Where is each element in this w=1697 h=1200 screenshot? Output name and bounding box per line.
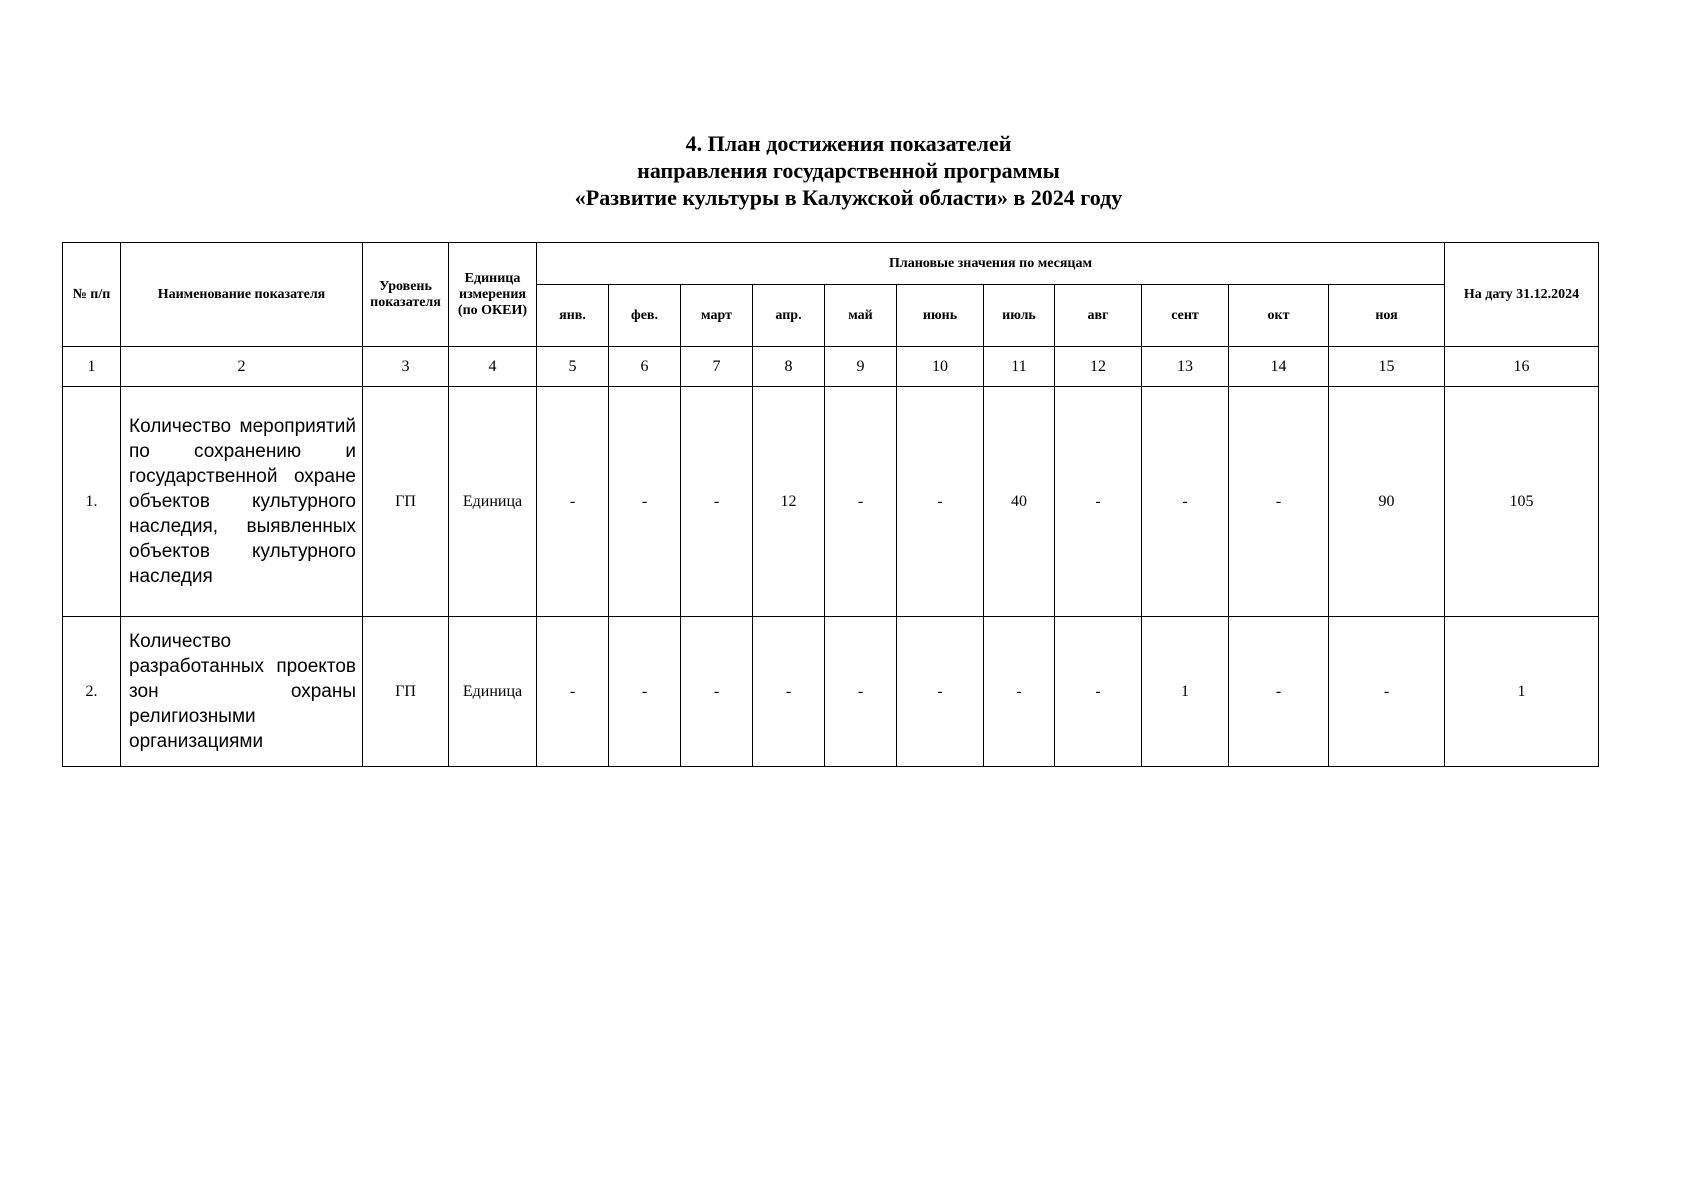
header-final: На дату 31.12.2024 xyxy=(1445,243,1599,347)
column-number: 16 xyxy=(1445,347,1599,387)
row-num: 1. xyxy=(63,387,121,617)
header-month: март xyxy=(681,285,753,347)
column-number: 10 xyxy=(897,347,984,387)
indicators-plan-table xyxy=(62,242,1599,767)
row-value: - xyxy=(825,617,897,767)
row-value: - xyxy=(897,387,984,617)
row-value: 90 xyxy=(1329,387,1445,617)
row-value: 40 xyxy=(984,387,1055,617)
header-name: Наименование показателя xyxy=(121,243,363,347)
column-number: 2 xyxy=(121,347,363,387)
column-number: 11 xyxy=(984,347,1055,387)
row-value: - xyxy=(609,617,681,767)
row-value: - xyxy=(1142,387,1229,617)
header-month: сент xyxy=(1142,285,1229,347)
row-value: 12 xyxy=(753,387,825,617)
column-number: 4 xyxy=(449,347,537,387)
header-month: апр. xyxy=(753,285,825,347)
column-number-row xyxy=(63,347,1599,387)
row-indicator-name: Количество мероприятий по сохранению и государственной охране объектов культурного наследия, выявленных объектов культурного наследия xyxy=(121,387,363,617)
header-month: окт xyxy=(1229,285,1329,347)
row-value: - xyxy=(1329,617,1445,767)
column-number: 8 xyxy=(753,347,825,387)
row-indicator-name: Количество разработанных проектов зон охраны религиозными организациями xyxy=(121,617,363,767)
row-value: - xyxy=(537,387,609,617)
row-value: - xyxy=(537,617,609,767)
header-level: Уровень показателя xyxy=(363,243,449,347)
header-month: ноя xyxy=(1329,285,1445,347)
header-month: авг xyxy=(1055,285,1142,347)
row-value: - xyxy=(897,617,984,767)
column-number: 7 xyxy=(681,347,753,387)
header-unit: Единица измерения (по ОКЕИ) xyxy=(449,243,537,347)
row-value: - xyxy=(1055,617,1142,767)
row-value: - xyxy=(984,617,1055,767)
header-month: янв. xyxy=(537,285,609,347)
column-number: 12 xyxy=(1055,347,1142,387)
row-value: - xyxy=(681,617,753,767)
header-month: фев. xyxy=(609,285,681,347)
column-number: 3 xyxy=(363,347,449,387)
header-month: июль xyxy=(984,285,1055,347)
title-line-3: «Развитие культуры в Калужской области» в 2024 году xyxy=(574,185,1123,210)
row-value: - xyxy=(825,387,897,617)
row-value: - xyxy=(753,617,825,767)
header-monthly: Плановые значения по месяцам xyxy=(537,243,1445,285)
table-row xyxy=(63,387,1599,617)
column-number: 9 xyxy=(825,347,897,387)
title-line-2: направления государственной программы xyxy=(637,158,1060,183)
column-number: 15 xyxy=(1329,347,1445,387)
row-final: 1 xyxy=(1445,617,1599,767)
row-level: ГП xyxy=(363,387,449,617)
row-value: 1 xyxy=(1142,617,1229,767)
row-num: 2. xyxy=(63,617,121,767)
header-month: май xyxy=(825,285,897,347)
row-value: - xyxy=(681,387,753,617)
row-value: - xyxy=(1229,387,1329,617)
column-number: 5 xyxy=(537,347,609,387)
header-month: июнь xyxy=(897,285,984,347)
header-num: № п/п xyxy=(63,243,121,347)
row-value: - xyxy=(1229,617,1329,767)
row-level: ГП xyxy=(363,617,449,767)
column-number: 14 xyxy=(1229,347,1329,387)
row-unit: Единица xyxy=(449,617,537,767)
column-number: 1 xyxy=(63,347,121,387)
column-number: 13 xyxy=(1142,347,1229,387)
column-number: 6 xyxy=(609,347,681,387)
row-value: - xyxy=(1055,387,1142,617)
document-title xyxy=(0,130,1697,211)
row-value: - xyxy=(609,387,681,617)
row-unit: Единица xyxy=(449,387,537,617)
title-line-1: 4. План достижения показателей xyxy=(685,131,1012,156)
header-row-top xyxy=(63,243,1599,285)
row-final: 105 xyxy=(1445,387,1599,617)
table-row xyxy=(63,617,1599,767)
